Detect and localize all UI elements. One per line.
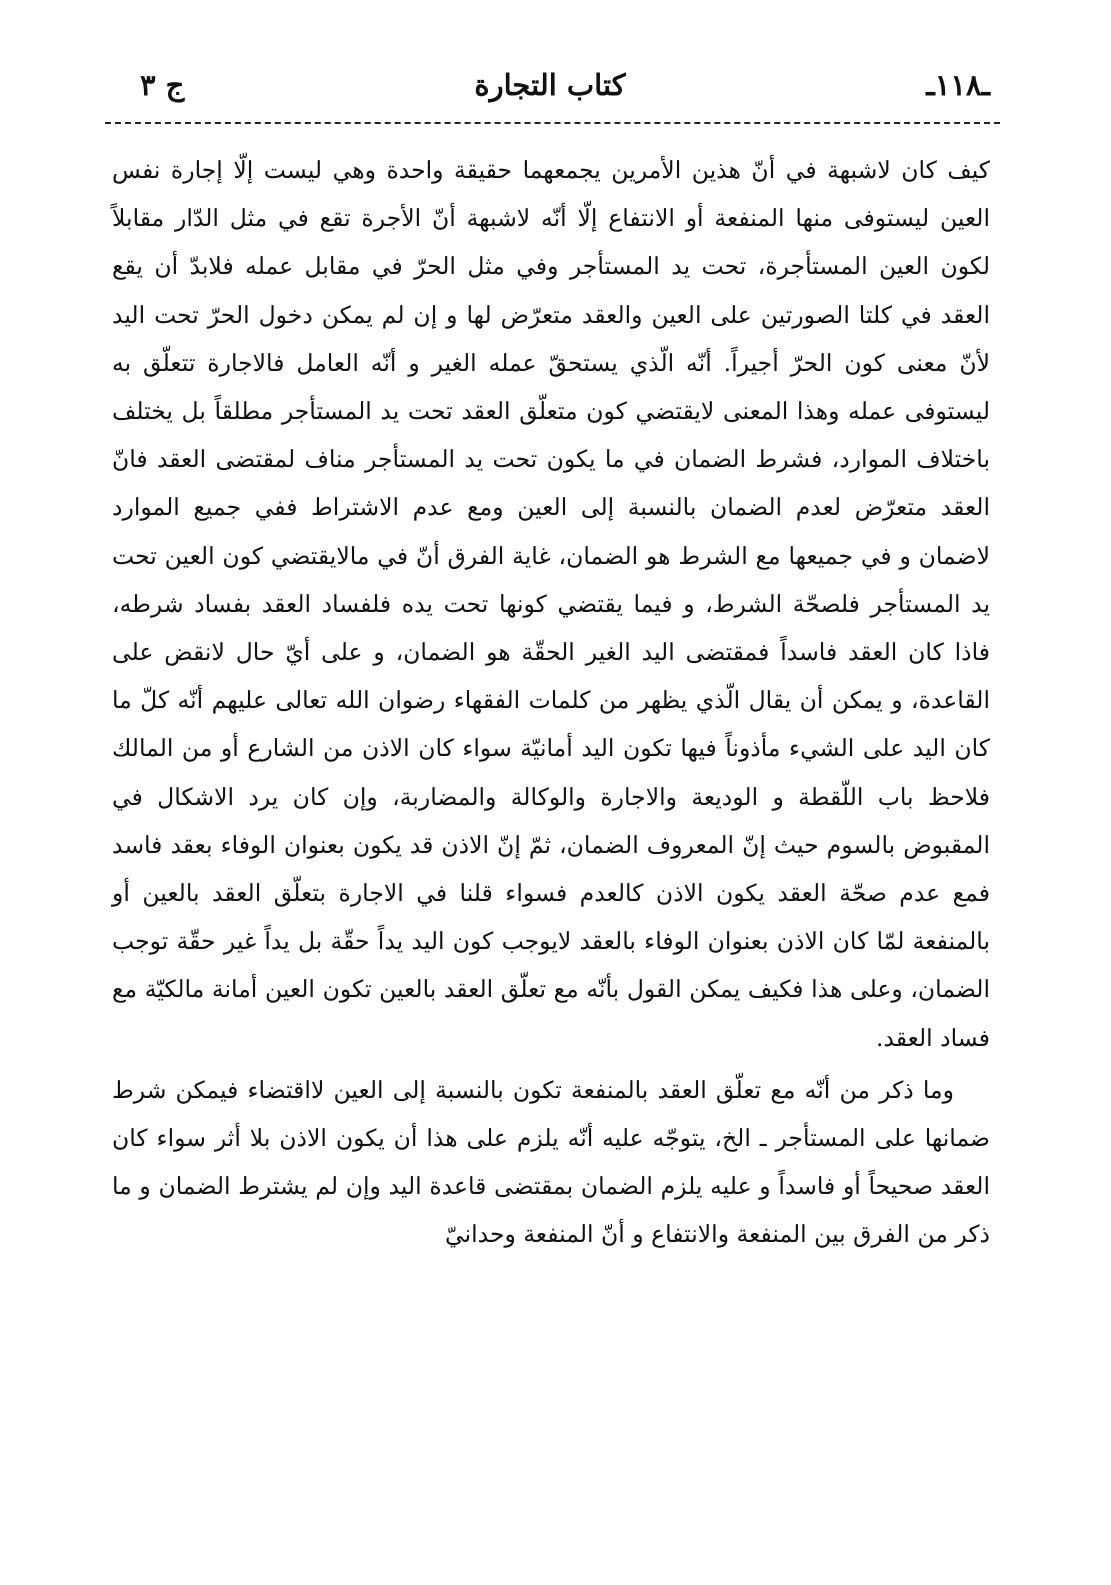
paragraph: كيف كان لاشبهة في أنّ هذين الأمرين يجمعهما حقيقة واحدة وهي ليست إلّا إجارة نفس العين ليستوفى منها المنفعة أو الانتفاع إلّا أنّه لاشبهة أنّ الأجرة تقع في مثل الدّار مقابلاً لكون العين المستأجرة، تحت يد المستأجر وفي مثل الحرّ في مقابل عمله فلابدّ أن يقع العقد في كلتا الصورتين على العين والعقد متعرّض لها و إن لم يمكن دخول الحرّ تحت اليد لأنّ معنى كون الحرّ أجيراً. أنّه الّذي يستحقّ عمله الغير و أنّه العامل فالاجارة تتعلّق به ليستوفى عمله وهذا المعنى لايقتضي كون متعلّق العقد تحت يد المستأجر مطلقاً بل يختلف باختلاف الموارد، فشرط الضمان في ما يكون تحت يد المستأجر مناف لمقتضى العقد فانّ العقد متعرّض لعدم الضمان بالنسبة إلى العين ومع عدم الاشتراط ففي جميع الموارد لاضمان و في جميعها مع الشرط هو الضمان، غاية الفرق أنّ في مالايقتضي كون العين تحت يد المستأجر فلصحّة الشرط، و فيما يقتضي كونها تحت يده فلفساد العقد بفساد شرطه، فاذا كان العقد فاسداً فمقتضى اليد الغير الحقّة هو الضمان، و على أيّ حال لانقض على القاعدة، و يمكن أن يقال الّذي يظهر من كلمات الفقهاء رضوان الله تعالى عليهم أنّه كلّ ما كان اليد على الشيء مأذوناً فيها تكون اليد أمانيّة سواء كان الاذن من الشارع أو من المالك فلاحظ باب اللّقطة و الوديعة والاجارة والوكالة والمضاربة، وإن كان يرد الاشكال في المقبوض بالسوم حيث إنّ المعروف الضمان، ثمّ إنّ الاذن قد يكون بعنوان الوفاء بعقد فاسد فمع عدم صحّة العقد يكون الاذن كالعدم فسواء قلنا في الاجارة بتعلّق العقد بالعين أو بالمنفعة لمّا كان الاذن بعنوان الوفاء بالعقد لايوجب كون اليد يداً حقّة بل يداً غير حقّة توجب الضمان، وعلى هذا فكيف يمكن القول بأنّه مع تعلّق العقد بالعين تكون العين أمانة مالكيّة مع فساد العقد.: [112, 156, 990, 1052]
volume-label: ج ٣: [140, 68, 185, 102]
paragraph: وما ذكر من أنّه مع تعلّق العقد بالمنفعة تكون بالنسبة إلى العين لااقتضاء فيمكن شرط ضمانها على المستأجر ـ الخ، يتوجّه عليه أنّه يلزم على هذا أن يكون الاذن بلا أثر سواء كان العقد صحيحاً أو فاسداً و عليه يلزم الضمان بمقتضى قاعدة اليد وإن لم يشترط الضمان و ما ذكر من الفرق بين المنفعة والانتفاع و أنّ المنفعة وحدانيّ: [112, 1075, 990, 1249]
page-number: ـ١١٨ـ: [926, 68, 990, 102]
book-title: كتاب التجارة: [474, 68, 626, 102]
header-divider: [105, 122, 1000, 124]
page-body: [112, 146, 990, 1259]
page-header: [110, 62, 990, 122]
